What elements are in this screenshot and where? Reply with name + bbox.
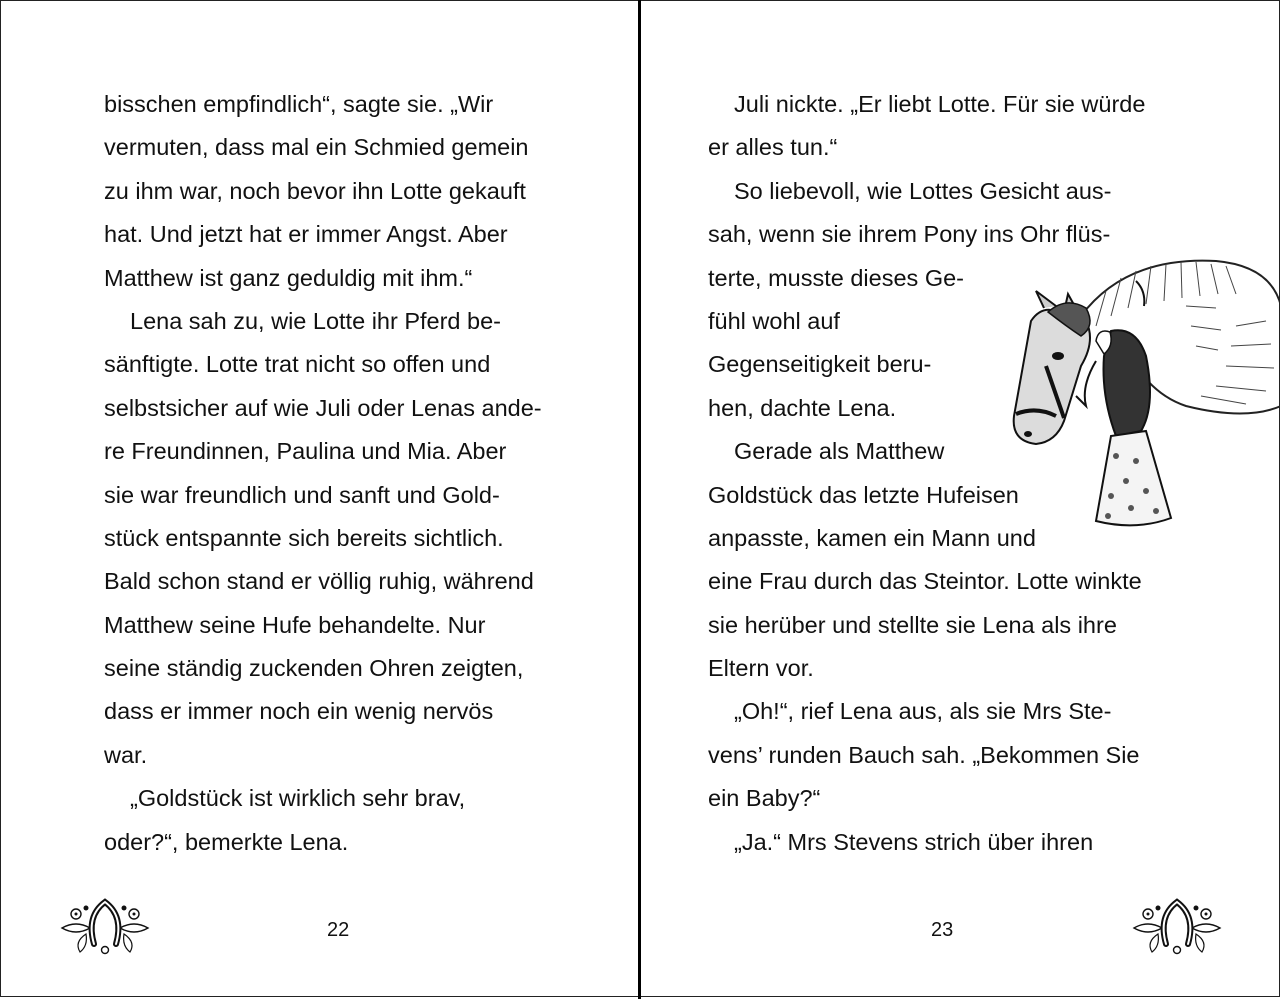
horseshoe-ornament-icon [1128,894,1226,956]
text-line: ein Baby?“ [708,785,821,812]
text-line: Lena sah zu, wie Lotte ihr Pferd be- [130,307,501,334]
text-line: sie war freundlich und sanft und Gold- [104,481,500,508]
text-line: hat. Und jetzt hat er immer Angst. Aber [104,221,508,248]
text-line: Gegenseitigkeit beru- [708,351,932,378]
page-number: 23 [931,919,954,941]
text-line: „Ja.“ Mrs Stevens strich über ihren [734,828,1094,855]
text-line: war. [104,741,148,768]
text-line: dass er immer noch ein wenig nervös [104,698,494,725]
text-line: Goldstück das letzte Hufeisen [708,481,1019,508]
text-line: Gerade als Matthew [734,438,945,465]
text-line: Eltern vor. [708,655,814,682]
text-line: Bald schon stand er völlig ruhig, während [104,568,534,595]
text-line: re Freundinnen, Paulina und Mia. Aber [104,438,507,465]
book-gutter [638,0,641,999]
page-number: 22 [327,919,350,941]
text-line: Juli nickte. „Er liebt Lotte. Für sie würde [734,91,1146,117]
text-line: anpasste, kamen ein Mann und [708,524,1036,551]
text-line: er alles tun.“ [708,134,838,161]
text-line: stück entspannte sich bereits sichtlich. [104,524,504,551]
text-line: vermuten, dass mal ein Schmied gemein [104,134,529,161]
text-line: selbstsicher auf wie Juli oder Lenas ande- [104,394,542,421]
left-page [0,0,641,997]
text-line: eine Frau durch das Steintor. Lotte winkte [708,568,1142,595]
text-line: sie herüber und stellte sie Lena als ihre [708,611,1117,638]
text-line: seine ständig zuckenden Ohren zeigten, [104,655,524,682]
text-line: vens’ runden Bauch sah. „Bekommen Sie [708,741,1140,768]
text-line: bisschen empfindlich“, sagte sie. „Wir [104,91,494,117]
girl-hugging-pony-illustration [986,246,1280,536]
text-line: „Goldstück ist wirklich sehr brav, [130,785,466,812]
text-line: sänftigte. Lotte trat nicht so offen und [104,351,491,378]
left-page-text [104,83,574,864]
text-line: terte, musste dieses Ge- [708,264,964,291]
text-line: fühl wohl auf [708,307,840,334]
text-line: Matthew seine Hufe behandelte. Nur [104,611,486,638]
text-line: sah, wenn sie ihrem Pony ins Ohr flüs- [708,221,1111,248]
horseshoe-ornament-icon [56,894,154,956]
right-page [640,0,1280,997]
text-line: hen, dachte Lena. [708,394,897,421]
text-line: Matthew ist ganz geduldig mit ihm.“ [104,264,473,291]
text-line: oder?“, bemerkte Lena. [104,828,349,855]
text-line: So liebevoll, wie Lottes Gesicht aus- [734,177,1112,204]
text-line: „Oh!“, rief Lena aus, als sie Mrs Ste- [734,698,1112,725]
text-line: zu ihm war, noch bevor ihn Lotte gekauft [104,177,526,204]
